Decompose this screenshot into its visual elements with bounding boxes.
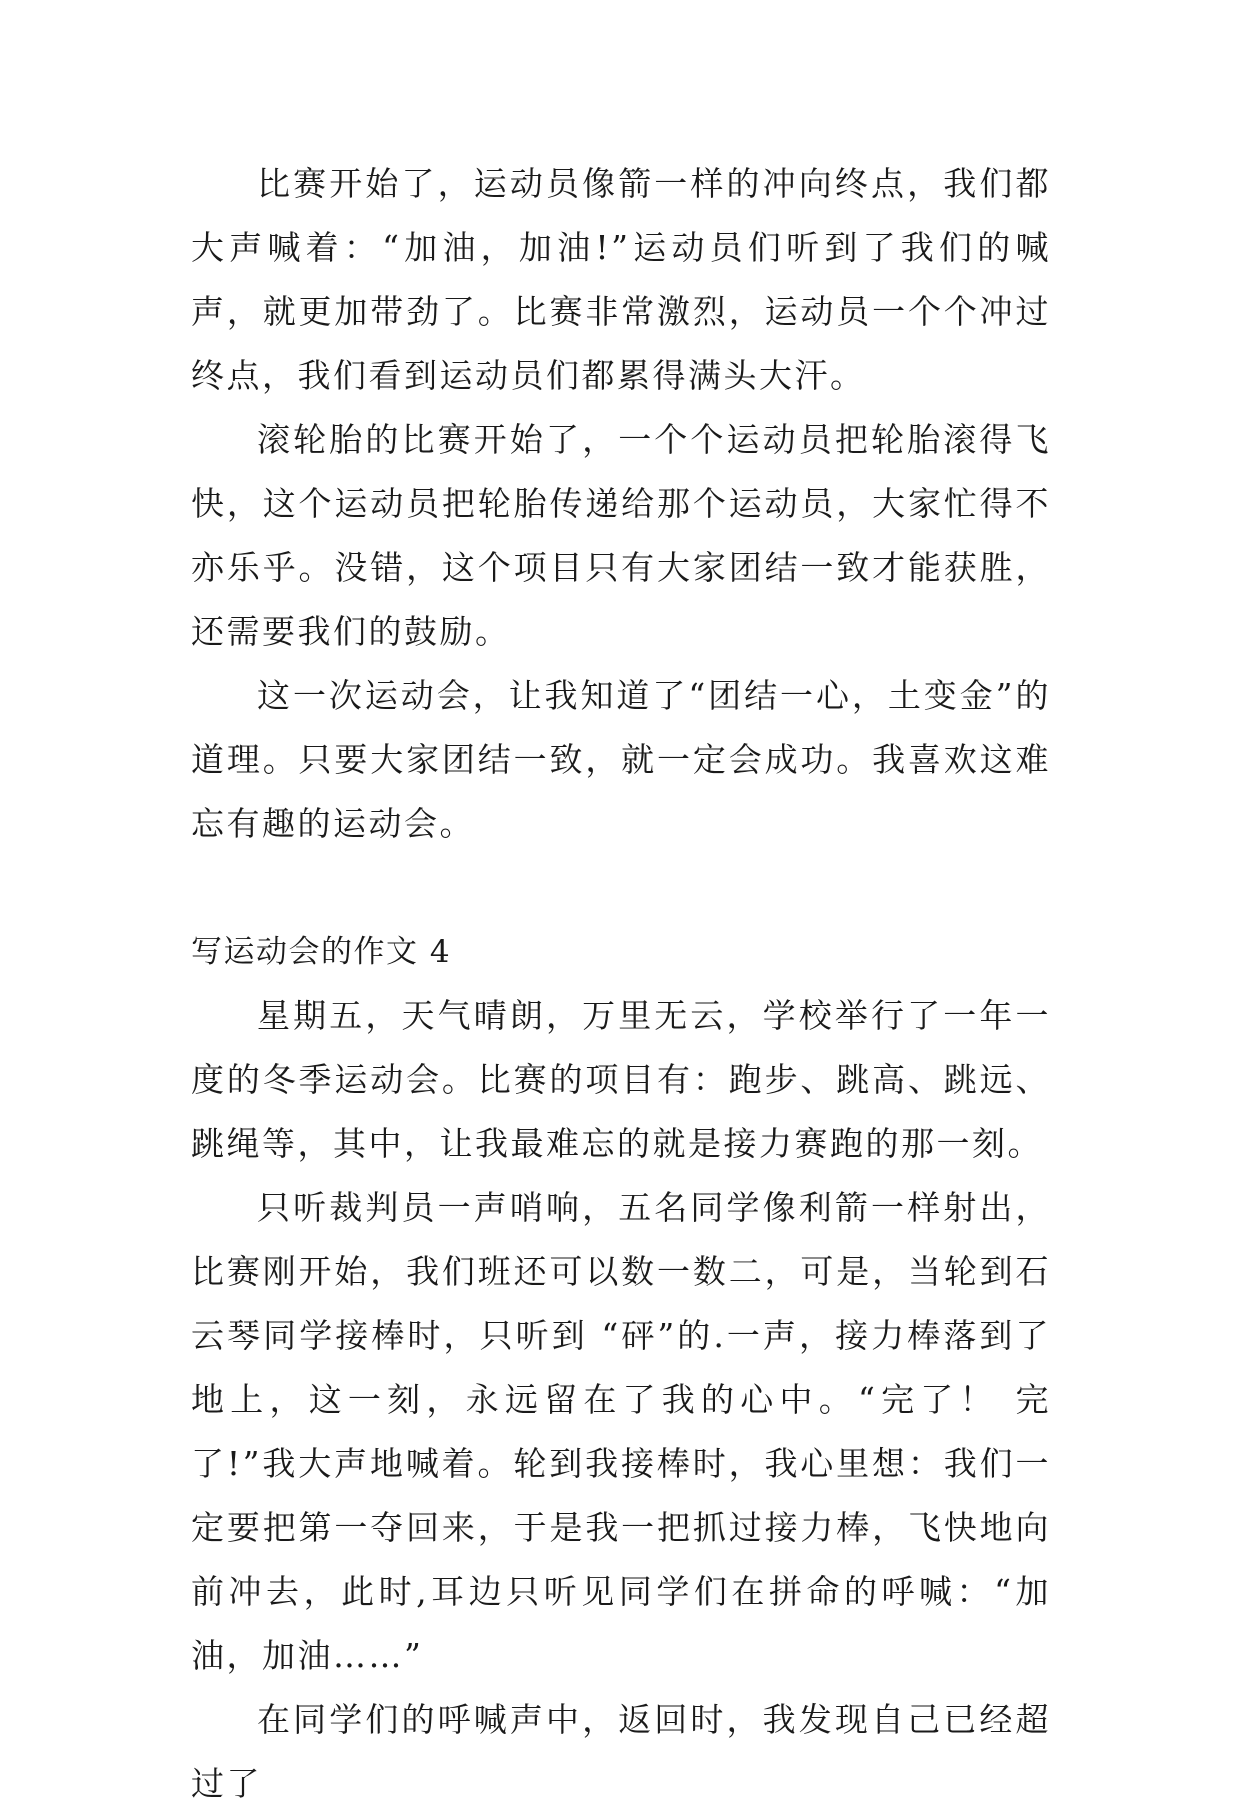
paragraph-tire-rolling: 滚轮胎的比赛开始了，一个个运动员把轮胎滚得飞快，这个运动员把轮胎传递给那个运动员，大家忙得不亦乐乎。没错，这个项目只有大家团结一致才能获胜，还需要我们的鼓励。	[191, 420, 1051, 651]
paragraph-overtaking: 在同学们的呼喊声中，返回时，我发现自己已经超过了	[191, 1700, 1051, 1803]
paragraph-race-start: 比赛开始了，运动员像箭一样的冲向终点，我们都大声喊着：“加油，加油!”运动员们听到了我们的喊声，就更加带劲了。比赛非常激烈，运动员一个个冲过终点，我们看到运动员们都累得满头大汗。	[191, 164, 1051, 395]
essay-heading: 写运动会的作文 4	[191, 934, 452, 970]
paragraph-relay-race: 只听裁判员一声哨响，五名同学像利箭一样射出，比赛刚开始，我们班还可以数一数二，可是，当轮到石云琴同学接棒时，只听到 “砰”的.一声，接力棒落到了地上，这一刻，永远留在了我的心中。“完了！ 完了!”我大声地喊着。轮到我接棒时，我心里想：我们一定要把第一夺回来，于是我一把抓过接力棒，飞快地向前冲去，此时,耳边只听见同学们在拼命的呼喊：“加油，加油……”	[191, 1188, 1051, 1675]
paragraph-sports-day-intro: 星期五，天气晴朗，万里无云，学校举行了一年一度的冬季运动会。比赛的项目有：跑步、跳高、跳远、跳绳等，其中，让我最难忘的就是接力赛跑的那一刻。	[191, 996, 1051, 1163]
paragraph-unity-lesson: 这一次运动会，让我知道了“团结一心，土变金”的道理。只要大家团结一致，就一定会成功。我喜欢这难忘有趣的运动会。	[191, 676, 1051, 843]
document-body	[191, 152, 1051, 1816]
